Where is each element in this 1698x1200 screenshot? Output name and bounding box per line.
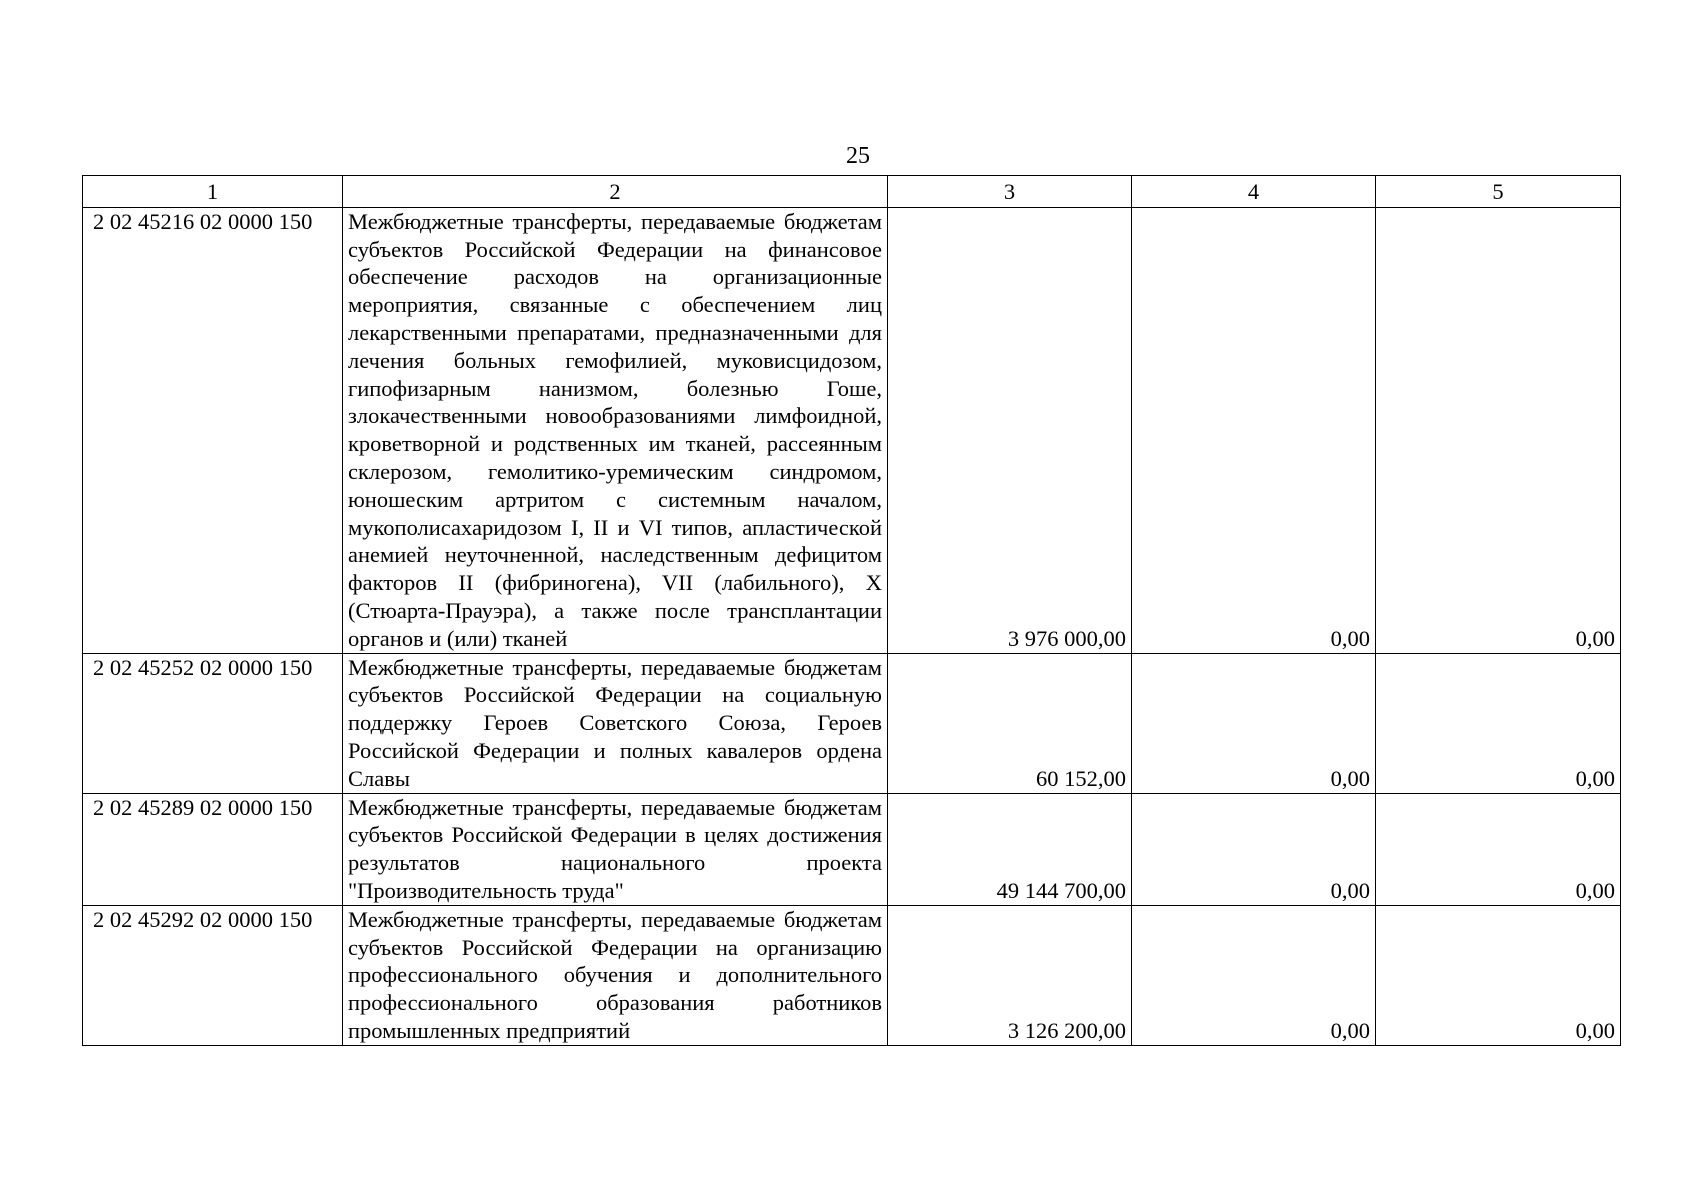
page-number-text: 25 [846, 143, 870, 169]
header-col-5: 5 [1376, 176, 1621, 208]
budget-code: 2 02 45292 02 0000 150 [83, 905, 343, 1045]
description [343, 905, 888, 1045]
table-body [83, 207, 1621, 1045]
page-number [0, 142, 1698, 170]
description-text: Межбюджетные трансферты, передаваемые бюджетам субъектов Российской Федерации на организацию профессионального обучения и дополнительного профессионального образования работников промышленных предприятий [348, 906, 882, 1043]
table-row [83, 653, 1621, 793]
description-text: Межбюджетные трансферты, передаваемые бюджетам субъектов Российской Федерации на социальную поддержку Героев Советского Союза, Героев Российской Федерации и полных кавалеров ордена Славы [348, 654, 882, 791]
description [343, 207, 888, 653]
amount-col-3: 49 144 700,00 [888, 793, 1132, 905]
amount-col-3: 3 976 000,00 [888, 207, 1132, 653]
amount-col-4: 0,00 [1132, 207, 1376, 653]
description-text: Межбюджетные трансферты, передаваемые бюджетам субъектов Российской Федерации на финансовое обеспечение расходов на организационные мероприятия, связанные с обеспечением лиц лекарственными препаратами, предназначенными для лечения больных гемофилией, муковисцидозом, гипофизарным нанизмом, болезнью Гоше, злокачественными новообразованиями лимфоидной, кроветворной и родственных им тканей, рассеянным склерозом, гемолитико-уремическим синдромом, юношеским артритом с системным началом, мукополисахаридозом I, II и VI типов, апластической анемией неуточненной, наследственным дефицитом факторов II (фибриногена), VII (лабильного), X (Стюарта-Прауэра), а также после трансплантации органов и (или) тканей [348, 208, 882, 651]
budget-code: 2 02 45216 02 0000 150 [83, 207, 343, 653]
amount-col-4: 0,00 [1132, 793, 1376, 905]
description [343, 793, 888, 905]
amount-col-5: 0,00 [1376, 207, 1621, 653]
description [343, 653, 888, 793]
header-col-2: 2 [343, 176, 888, 208]
header-col-3: 3 [888, 176, 1132, 208]
amount-col-4: 0,00 [1132, 905, 1376, 1045]
amount-col-5: 0,00 [1376, 793, 1621, 905]
amount-col-3: 3 126 200,00 [888, 905, 1132, 1045]
table-row [83, 207, 1621, 653]
amount-col-3: 60 152,00 [888, 653, 1132, 793]
header-col-1: 1 [83, 176, 343, 208]
budget-table [82, 175, 1621, 1046]
amount-col-5: 0,00 [1376, 905, 1621, 1045]
header-col-4: 4 [1132, 176, 1376, 208]
header-row [83, 176, 1621, 208]
table-row [83, 905, 1621, 1045]
table-header [83, 176, 1621, 208]
description-text: Межбюджетные трансферты, передаваемые бюджетам субъектов Российской Федерации в целях достижения результатов национального проекта "Производительность труда" [348, 794, 882, 903]
budget-code: 2 02 45252 02 0000 150 [83, 653, 343, 793]
table-row [83, 793, 1621, 905]
amount-col-4: 0,00 [1132, 653, 1376, 793]
budget-code: 2 02 45289 02 0000 150 [83, 793, 343, 905]
amount-col-5: 0,00 [1376, 653, 1621, 793]
